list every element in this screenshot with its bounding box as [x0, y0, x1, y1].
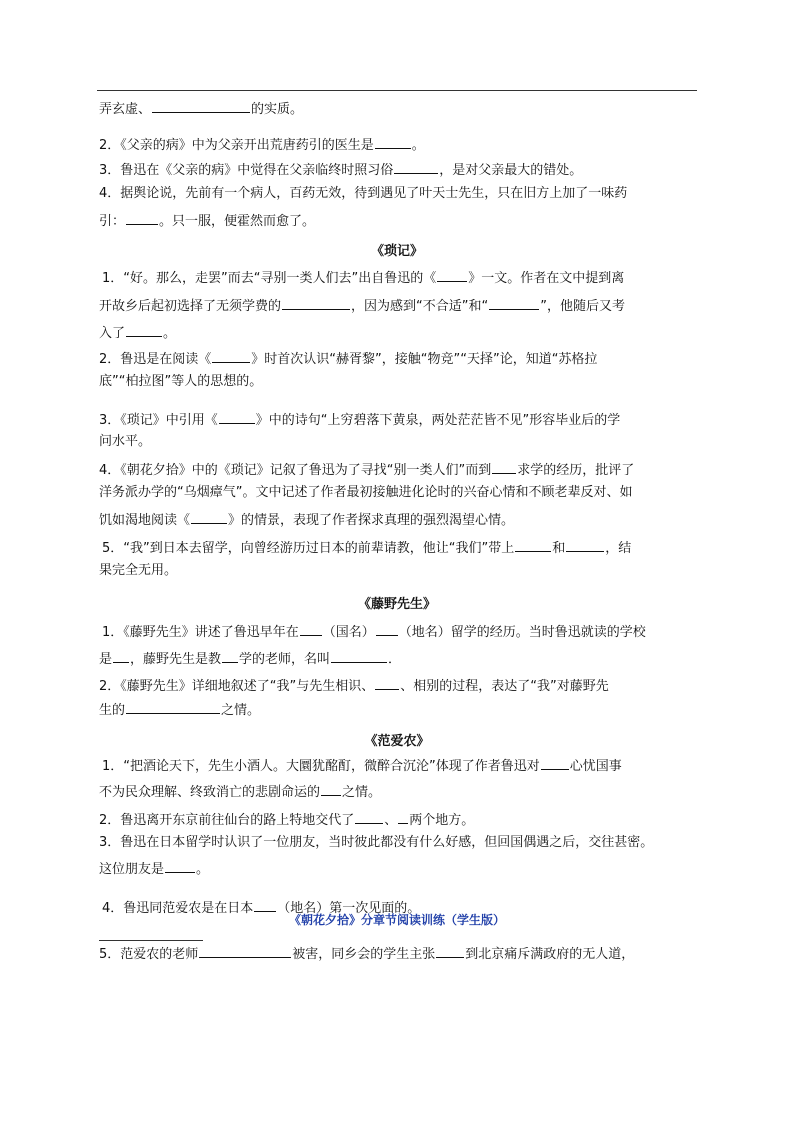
line-1-continued: 弄玄虚、 的实质。: [99, 99, 303, 118]
question-3: 3．鲁迅在《父亲的病》中觉得在父亲临终时照习俗 ，是对父亲最大的错处。: [99, 160, 582, 179]
fanainong-q1-line-2: 不为民众理解、终致消亡的悲剧命运的 之情。: [99, 782, 381, 801]
suoji-q1-line-3: 入了 。: [99, 323, 176, 342]
suoji-q1-line-1: 1．“好。那么，走罢”而去“寻别一类人们去”出自鲁迅的《 》一文。作者在文中提到离: [102, 268, 624, 287]
question-4-line-1: 4．据舆论说，先前有一个病人，百药无效，待到遇见了叶天士先生，只在旧方上加了一味药: [99, 186, 628, 201]
suoji-q4-line-1: 4．《朝花夕拾》中的《琐记》记叙了鲁迅为了寻找“别一类人们”而到 求学的经历，批评了: [99, 460, 634, 479]
suoji-q4-line-2: 洋务派办学的“乌烟瘴气”。文中记述了作者最初接触进化论时的兴奋心情和不顾老辈反对、如: [99, 485, 633, 500]
footer-rule: [99, 940, 203, 941]
fanainong-q4: 4．鲁迅同范爱农是在日本 （地名）第一次见面的。: [102, 898, 420, 917]
question-4-line-2: 引： 。只一服，便霍然而愈了。: [99, 211, 315, 230]
suoji-q2-line-2: 底”“柏拉图”等人的思想的。: [99, 374, 263, 389]
suoji-q5-line-2: 果完全无用。: [99, 563, 178, 578]
suoji-q3-line-1: 3．《琐记》中引用《 》中的诗句“上穷碧落下黄泉，两处茫茫皆不见”形容毕业后的学: [99, 410, 620, 429]
suoji-q4-line-3: 饥如渴地阅读《 》的情景，表现了作者探求真理的强烈渴望心情。: [99, 510, 514, 529]
fanainong-q5: 5．范爱农的老师 被害，同乡会的学生主张 到北京痛斥满政府的无人道，: [99, 944, 634, 963]
footer-title: 《朝花夕拾》分章节阅读训练（学生版）: [288, 913, 505, 927]
section-title-suoji: 《琐记》: [370, 244, 423, 259]
tengye-q1-line-2: 是 ，藤野先生是教 学的老师，名叫 ．: [99, 649, 401, 668]
tengye-q2-line-2: 生的 之情。: [99, 700, 260, 719]
suoji-q5-line-1: 5．“我”到日本去留学，向曾经游历过日本的前辈请教，他让“我们”带上 和 ，结: [102, 538, 631, 557]
suoji-q3-line-2: 问水平。: [99, 434, 152, 449]
fanainong-q3-line-1: 3．鲁迅在日本留学时认识了一位朋友，当时彼此都没有什么好感，但回国偶遇之后，交往甚密。: [99, 835, 654, 850]
fanainong-q3-line-2: 这位朋友是 。: [99, 859, 209, 878]
fanainong-q2: 2．鲁迅离开东京前往仙台的路上特地交代了 、 两个地方。: [99, 810, 474, 829]
question-2: 2．《父亲的病》中为父亲开出荒唐药引的医生是 。: [99, 135, 425, 154]
section-title-fanainong: 《范爱农》: [364, 734, 430, 749]
section-title-tengye: 《藤野先生》: [357, 597, 436, 612]
fanainong-q1-line-1: 1．“把酒论天下，先生小酒人。大圜犹酩酊，微醉合沉沦”体现了作者鲁迅对 心忧国事: [102, 756, 622, 775]
header-rule: [97, 90, 697, 91]
suoji-q1-line-2: 开故乡后起初选择了无须学费的 ，因为感到“不合适”和“ ”，他随后又考: [99, 296, 625, 315]
tengye-q1-line-1: 1．《藤野先生》讲述了鲁迅早年在 （国名） （地名）留学的经历。当时鲁迅就读的学校: [102, 622, 646, 641]
tengye-q2-line-1: 2．《藤野先生》详细地叙述了“我”与先生相识、 、相别的过程，表达了“我”对藤野先: [99, 676, 609, 695]
suoji-q2-line-1: 2．鲁迅是在阅读《 》时首次认识“赫胥黎”，接触“物竞”“天择”论，知道“苏格拉: [99, 349, 597, 368]
